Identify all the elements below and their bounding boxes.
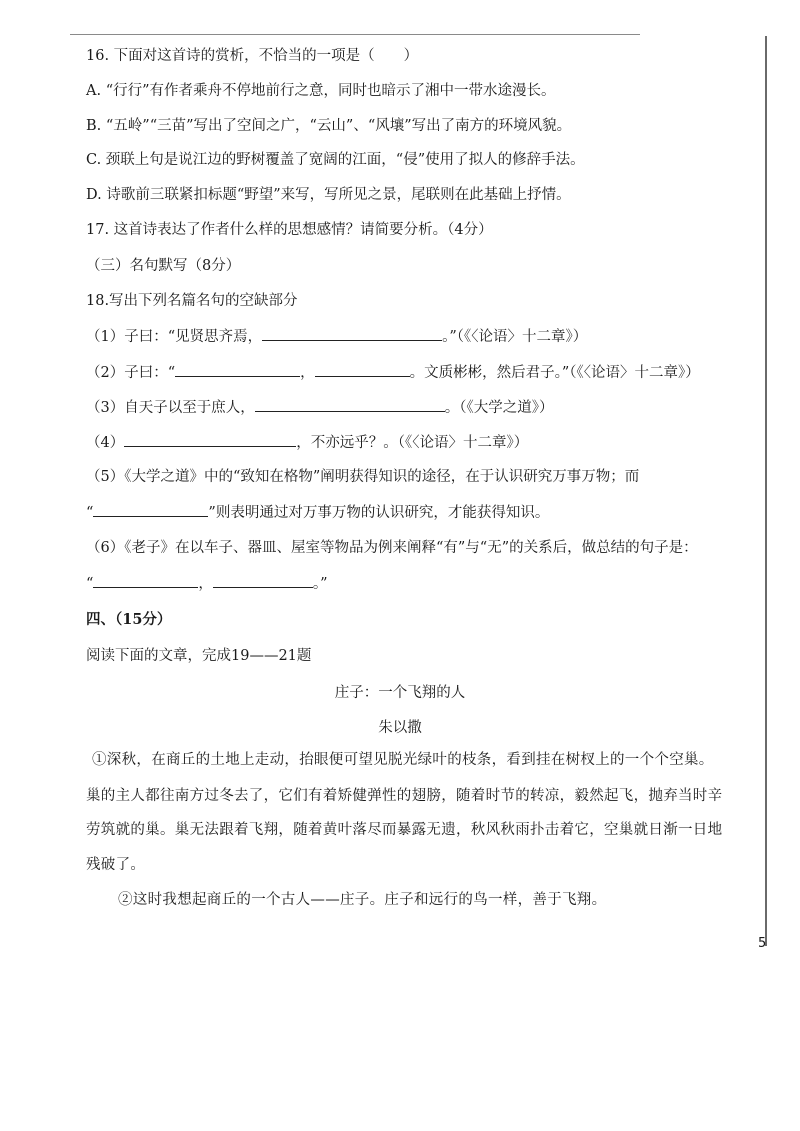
q18-stem: 18.写出下列名篇名句的空缺部分 [86, 293, 298, 309]
section3-title: （三）名句默写（8分） [86, 258, 241, 274]
q18-item-5-line2: “ ”则表明通过对万事万物的认识研究，才能获得知识。 [86, 502, 549, 523]
answer-blank[interactable] [255, 397, 445, 412]
answer-blank[interactable] [262, 326, 442, 341]
q18-item-6-line1: （6）《老子》在以车子、器皿、屋室等物品为例来阐释“有”与“无”的关系后，做总结的句子是： [86, 540, 698, 556]
q18-item-6-line2: “ ， 。” [86, 573, 328, 594]
article-p1-line4: 残破了。 [86, 857, 146, 873]
q16-stem: 16. 下面对这首诗的赏析，不恰当的一项是（ ） [86, 48, 419, 64]
article-p2: ②这时我想起商丘的一个古人——庄子。庄子和远行的鸟一样，善于飞翔。 [118, 892, 607, 908]
article-p1-line3: 劳筑就的巢。巢无法跟着飞翔，随着黄叶落尽而暴露无遗，秋风秋雨扑击着它，空巢就日渐一日地 [86, 822, 723, 838]
q17-stem: 17. 这首诗表达了作者什么样的思想感情？请简要分析。（4分） [86, 222, 493, 238]
q18-item-2: （2）子曰：“ ， 。文质彬彬，然后君子。”（《〈论语〉十二章》） [86, 362, 700, 383]
answer-blank[interactable] [93, 573, 198, 588]
article-title: 庄子：一个飞翔的人 [334, 685, 466, 701]
answer-blank[interactable] [124, 432, 296, 447]
top-rule [70, 34, 640, 35]
q16-option-c: C. 颈联上句是说江边的野树覆盖了宽阔的江面，“侵”使用了拟人的修辞手法。 [86, 152, 585, 168]
q18-item-1: （1）子曰：“见贤思齐焉， 。”（《〈论语〉十二章》） [86, 326, 587, 347]
answer-blank[interactable] [93, 502, 208, 517]
article-author: 朱以撒 [378, 720, 422, 736]
answer-blank[interactable] [175, 362, 300, 377]
q16-option-b: B. “五岭”“三苗”写出了空间之广，“云山”、“风壤”写出了南方的环境风貌。 [86, 118, 572, 134]
section4-instruction: 阅读下面的文章，完成19——21题 [86, 648, 312, 664]
q16-option-d: D. 诗歌前三联紧扣标题“野望”来写，写所见之景，尾联则在此基础上抒情。 [86, 187, 571, 203]
answer-blank[interactable] [315, 362, 410, 377]
answer-blank[interactable] [213, 573, 313, 588]
article-p1-line1: ①深秋，在商丘的土地上走动，抬眼便可望见脱光绿叶的枝条，看到挂在树杈上的一个个空巢。 [92, 752, 714, 768]
q18-item-5-line1: （5）《大学之道》中的“致知在格物”阐明获得知识的途径，在于认识研究万事万物；而 [86, 469, 640, 485]
section4-title: 四、（15分） [86, 611, 172, 628]
q18-item-4: （4） ，不亦远乎？。（《〈论语〉十二章》） [86, 432, 528, 453]
q18-item-3: （3）自天子以至于庶人， 。（《大学之道》） [86, 397, 553, 418]
article-p1-line2: 巢的主人都往南方过冬去了，它们有着矫健弹性的翅膀，随着时节的转凉，毅然起飞，抛弃当时辛 [86, 788, 723, 804]
page-number: 5 [758, 936, 767, 951]
binding-rule [765, 36, 767, 946]
q16-option-a: A. “行行”有作者乘舟不停地前行之意，同时也暗示了湘中一带水途漫长。 [86, 83, 556, 99]
